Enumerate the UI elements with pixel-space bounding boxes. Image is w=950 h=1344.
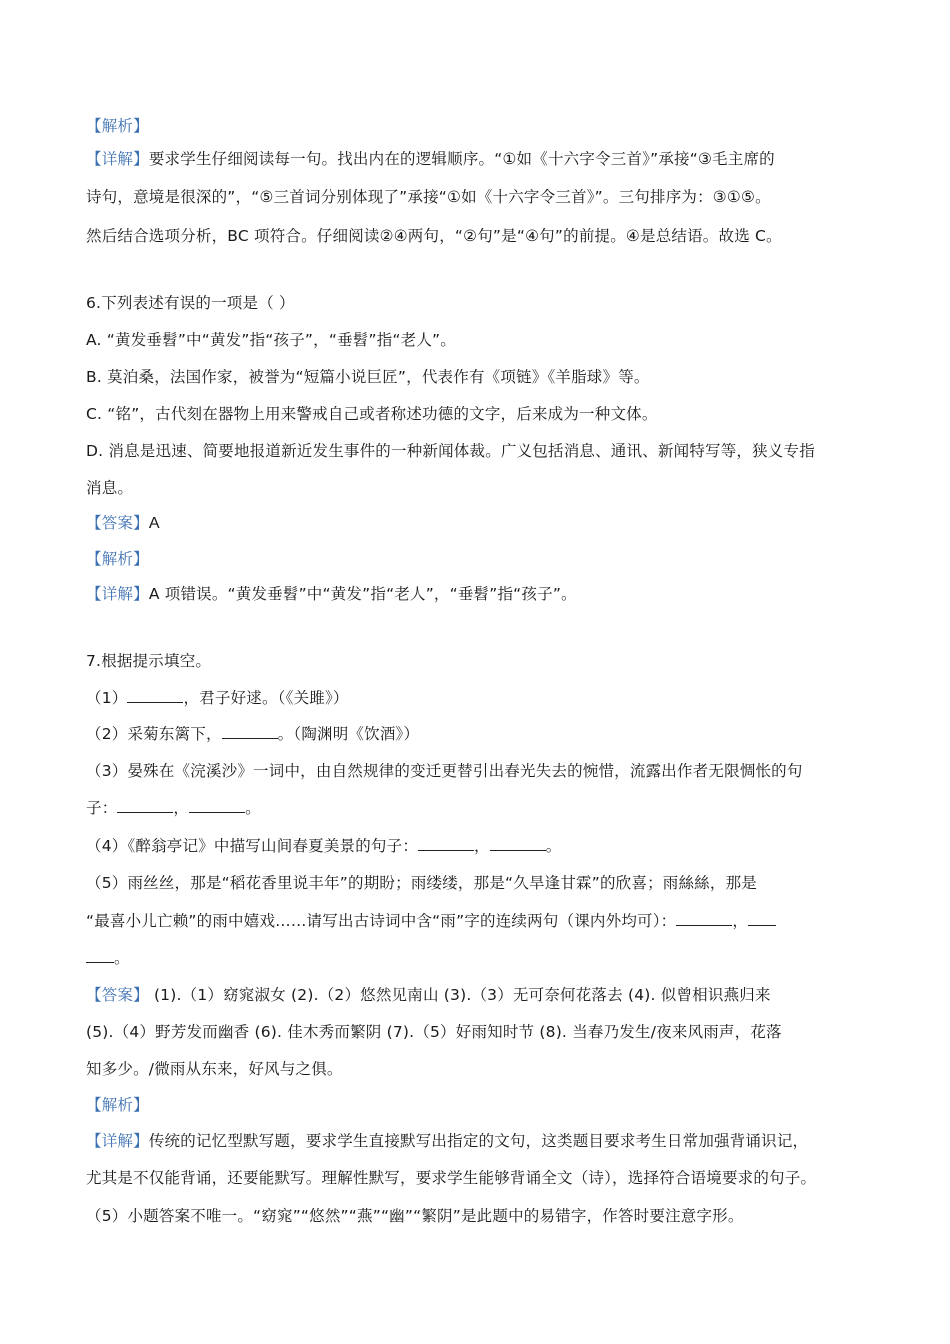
answer-text: 知多少。/微雨从东来，好风与之俱。: [86, 1060, 343, 1078]
detail-text: 传统的记忆型默写题，要求学生直接默写出指定的文句，这类题目要求考生日常加强背诵识记，: [148, 1132, 809, 1150]
fill-item-5-continued: [86, 910, 776, 932]
analysis-tag: 【解析】: [86, 550, 149, 568]
fill-item-3-continued: [86, 797, 261, 819]
question-stem: 6.下列表述有误的一项是（ ）: [86, 294, 295, 312]
detail-text: 然后结合选项分析，BC 项符合。仔细阅读②④两句，“②句”是“④句”的前提。④是总结语。故选 C。: [86, 227, 782, 245]
answer-blank: [117, 797, 173, 813]
answer-blank: [748, 910, 776, 926]
detail-text: 要求学生仔细阅读每一句。找出内在的逻辑顺序。“①如《十六字令三首》”承接“③毛主席的: [148, 150, 775, 168]
detail-tag: 【详解】: [86, 1132, 149, 1150]
answer-tag: 【答案】: [86, 514, 149, 532]
detail-line: [86, 148, 775, 170]
answer-tag: 【答案】: [86, 986, 149, 1004]
answer-text: (5).（4）野芳发而幽香 (6). 佳木秀而繁阴 (7).（5）好雨知时节 (8). 当春乃发生/夜来风雨声，花落: [86, 1023, 782, 1041]
item-text: 。: [545, 837, 562, 855]
item-text: 。（陶渊明《饮酒》）: [277, 725, 420, 743]
detail-tag: 【详解】: [86, 585, 149, 603]
detail-text: A 项错误。“黄发垂髫”中“黄发”指“老人”，“垂髫”指“孩子”。: [148, 585, 577, 603]
item-text: 。: [114, 949, 130, 967]
answer-blank: [86, 947, 114, 963]
item-text: 子：: [86, 799, 118, 817]
detail-tag: 【详解】: [86, 150, 149, 168]
detail-line: [86, 1130, 808, 1152]
item-text: 。: [245, 799, 261, 817]
answer-text: (1).（1）窈窕淑女 (2).（2）悠然见南山 (3).（3）无可奈何花落去 (4). 似曾相识燕归来: [148, 986, 771, 1004]
fill-item-1: [86, 687, 349, 709]
analysis-tag: 【解析】: [86, 117, 149, 135]
fill-item-4: [86, 835, 561, 857]
detail-line: [86, 583, 577, 605]
answer-blank: [222, 723, 278, 739]
answer-line: [86, 984, 771, 1006]
answer-line: [86, 512, 160, 535]
detail-text: （5）小题答案不唯一。“窈窕”“悠然”“燕”“幽”“繁阴”是此题中的易错字，作答时要注意字形。: [86, 1207, 744, 1225]
detail-text: 尤其是不仅能背诵，还要能默写。理解性默写，要求学生能够背诵全文（诗），选择符合语境要求的句子。: [86, 1169, 817, 1187]
item-text: ，君子好逑。（《关雎》）: [183, 689, 349, 707]
option-d: D. 消息是迅速、简要地报道新近发生事件的一种新闻体裁。广义包括消息、通讯、新闻特写等，狭义专指: [86, 442, 815, 460]
answer-blank: [127, 687, 183, 703]
answer-blank: [676, 910, 732, 926]
item-text: （2）采菊东篱下，: [86, 725, 222, 743]
answer-blank: [490, 835, 546, 851]
option-a: A. “黄发垂髫”中“黄发”指“孩子”，“垂髫”指“老人”。: [86, 331, 456, 349]
fill-item-5: （5）雨丝丝，那是“稻花香里说丰年”的期盼；雨缕缕，那是“久旱逢甘霖”的欣喜；雨絲絲，那是: [86, 874, 757, 892]
item-number: （1）: [86, 689, 128, 707]
item-text: ，: [474, 837, 490, 855]
item-text: （4）《醉翁亭记》中描写山间春夏美景的句子：: [86, 837, 419, 855]
answer-blank: [189, 797, 245, 813]
item-text: “最喜小儿亡赖”的雨中嬉戏……请写出古诗词中含“雨”字的连续两句（课内外均可）：: [86, 912, 677, 930]
option-b: B. 莫泊桑，法国作家，被誉为“短篇小说巨匠”，代表作有《项链》《羊脂球》等。: [86, 368, 650, 386]
answer-value: A: [148, 515, 160, 532]
option-d-continued: 消息。: [86, 479, 134, 497]
fill-item-2: [86, 723, 419, 745]
fill-item-3: （3）晏殊在《浣溪沙》一词中，由自然规律的变迁更替引出春光失去的惋惜，流露出作者无限惆怅的句: [86, 762, 803, 780]
analysis-tag: 【解析】: [86, 1096, 149, 1114]
detail-text: 诗句，意境是很深的”，“⑤三首词分别体现了”承接“①如《十六字令三首》”。三句排序为：③①⑤。: [86, 188, 771, 206]
option-c: C. “铭”，古代刻在器物上用来警戒自己或者称述功德的文字，后来成为一种文体。: [86, 405, 658, 423]
item-text: ，: [173, 799, 190, 817]
item-text: ，: [732, 912, 749, 930]
question-stem: 7.根据提示填空。: [86, 652, 212, 670]
fill-item-5-end: [86, 947, 130, 969]
answer-blank: [418, 835, 474, 851]
